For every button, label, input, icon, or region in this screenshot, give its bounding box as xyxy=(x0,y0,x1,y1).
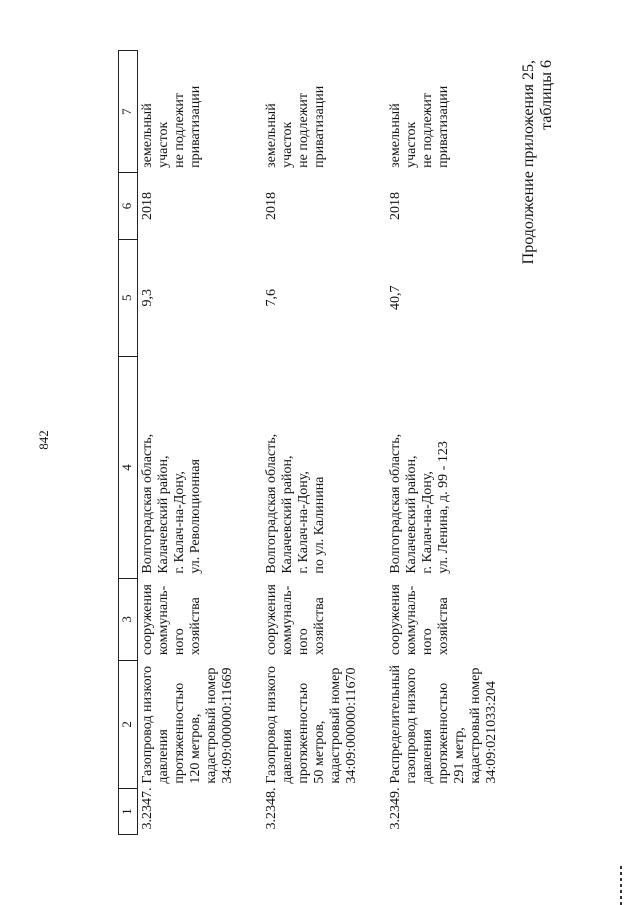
note-line: приватизации xyxy=(311,85,327,168)
note-line: земельный xyxy=(140,103,155,168)
object-name-line: 120 метров, xyxy=(188,713,203,784)
note-line: участок xyxy=(403,121,419,168)
address-line: Калачевский район, xyxy=(156,455,171,574)
continuation-header xyxy=(520,60,556,264)
address-line: ул. Революционная xyxy=(188,459,203,574)
note-line: участок xyxy=(279,121,295,168)
scan-edge-mark xyxy=(620,865,622,905)
object-name-line: газопровод низкого xyxy=(403,667,419,784)
column-header: 3 xyxy=(119,579,138,661)
note-line: не подлежит xyxy=(295,92,311,168)
column-header: 2 xyxy=(119,660,138,788)
object-year: 2018 xyxy=(387,192,403,221)
object-name-line: 34:09:000000:11670 xyxy=(343,667,359,784)
object-address xyxy=(138,356,262,578)
note-line: приватизации xyxy=(188,85,203,168)
column-header: 6 xyxy=(119,173,138,239)
object-purpose xyxy=(138,579,262,661)
note-line: приватизации xyxy=(435,85,451,168)
object-name-line: протяженностью xyxy=(172,682,187,784)
object-name xyxy=(262,660,386,788)
address-line: г. Калач-на-Дону, xyxy=(295,471,311,574)
object-purpose xyxy=(262,579,386,661)
object-name-line: кадастровый номер xyxy=(327,667,343,784)
object-value: 40,7 xyxy=(387,285,403,311)
continuation-line-2: таблицы 6 xyxy=(538,60,555,130)
continuation-line-1: Продолжение приложения 25, xyxy=(520,60,537,265)
note-line: не подлежит xyxy=(172,92,187,168)
column-header: 7 xyxy=(119,51,138,173)
purpose-line: хозяйства xyxy=(188,597,203,656)
object-name-line: давления xyxy=(156,729,171,784)
address-line: Волгоградская область, xyxy=(387,433,403,574)
object-name-line: давления xyxy=(419,729,435,784)
address-line: Калачевский район, xyxy=(403,455,419,574)
table-row xyxy=(262,51,386,835)
object-name-line: Газопровод низкого xyxy=(263,665,279,784)
row-number: 3.2349. xyxy=(387,787,403,830)
object-name-line: Газопровод низкого xyxy=(140,665,155,784)
address-line: Калачевский район, xyxy=(279,455,295,574)
object-note xyxy=(138,51,262,173)
object-address xyxy=(386,356,510,578)
address-line: по ул. Калинина xyxy=(311,476,327,574)
note-line: не подлежит xyxy=(419,92,435,168)
object-name-line: протяженностью xyxy=(435,682,451,784)
object-name-line: протяженностью xyxy=(295,682,311,784)
purpose-line: ного xyxy=(419,628,435,656)
object-name-line: 34:09:000000:11669 xyxy=(220,667,235,784)
purpose-line: коммуналь- xyxy=(279,585,295,656)
object-value: 7,6 xyxy=(263,289,279,307)
row-number: 3.2348. xyxy=(263,787,279,830)
address-line: г. Калач-на-Дону, xyxy=(419,471,435,574)
purpose-line: ного xyxy=(295,628,311,656)
property-table xyxy=(118,50,510,835)
column-header: 1 xyxy=(119,789,138,835)
column-header: 4 xyxy=(119,356,138,578)
object-name-line: 34:09:021033:204 xyxy=(483,680,499,784)
object-name-line: 50 метров, xyxy=(311,720,327,784)
page-number: 842 xyxy=(36,430,51,450)
column-number-row xyxy=(119,51,138,835)
note-line: участок xyxy=(156,121,171,168)
object-name-line: кадастровый номер xyxy=(467,667,483,784)
note-line: земельный xyxy=(263,103,279,168)
purpose-line: коммуналь- xyxy=(403,585,419,656)
object-name xyxy=(386,660,510,788)
table-row xyxy=(138,51,262,835)
object-name xyxy=(138,660,262,788)
object-purpose xyxy=(386,579,510,661)
purpose-line: хозяйства xyxy=(435,597,451,656)
row-number: 3.2347. xyxy=(140,787,155,830)
object-note xyxy=(386,51,510,173)
purpose-line: сооружения xyxy=(140,584,155,656)
address-line: г. Калач-на-Дону, xyxy=(172,471,187,574)
purpose-line: сооружения xyxy=(263,584,279,656)
object-note xyxy=(262,51,386,173)
purpose-line: коммуналь- xyxy=(156,585,171,656)
object-address xyxy=(262,356,386,578)
table-row xyxy=(386,51,510,835)
object-name-line: кадастровый номер xyxy=(204,667,219,784)
object-year: 2018 xyxy=(140,192,155,221)
note-line: земельный xyxy=(387,103,403,168)
address-line: ул. Ленина, д. 99 - 123 xyxy=(435,441,451,574)
object-value: 9,3 xyxy=(140,289,155,307)
purpose-line: ного xyxy=(172,628,187,656)
purpose-line: хозяйства xyxy=(311,597,327,656)
object-name-line: Распределительный xyxy=(387,664,403,784)
address-line: Волгоградская область, xyxy=(263,433,279,574)
object-name-line: 291 метр, xyxy=(451,727,467,784)
object-name-line: давления xyxy=(279,729,295,784)
address-line: Волгоградская область, xyxy=(140,433,155,574)
object-year: 2018 xyxy=(263,192,279,221)
column-header: 5 xyxy=(119,239,138,356)
purpose-line: сооружения xyxy=(387,584,403,656)
